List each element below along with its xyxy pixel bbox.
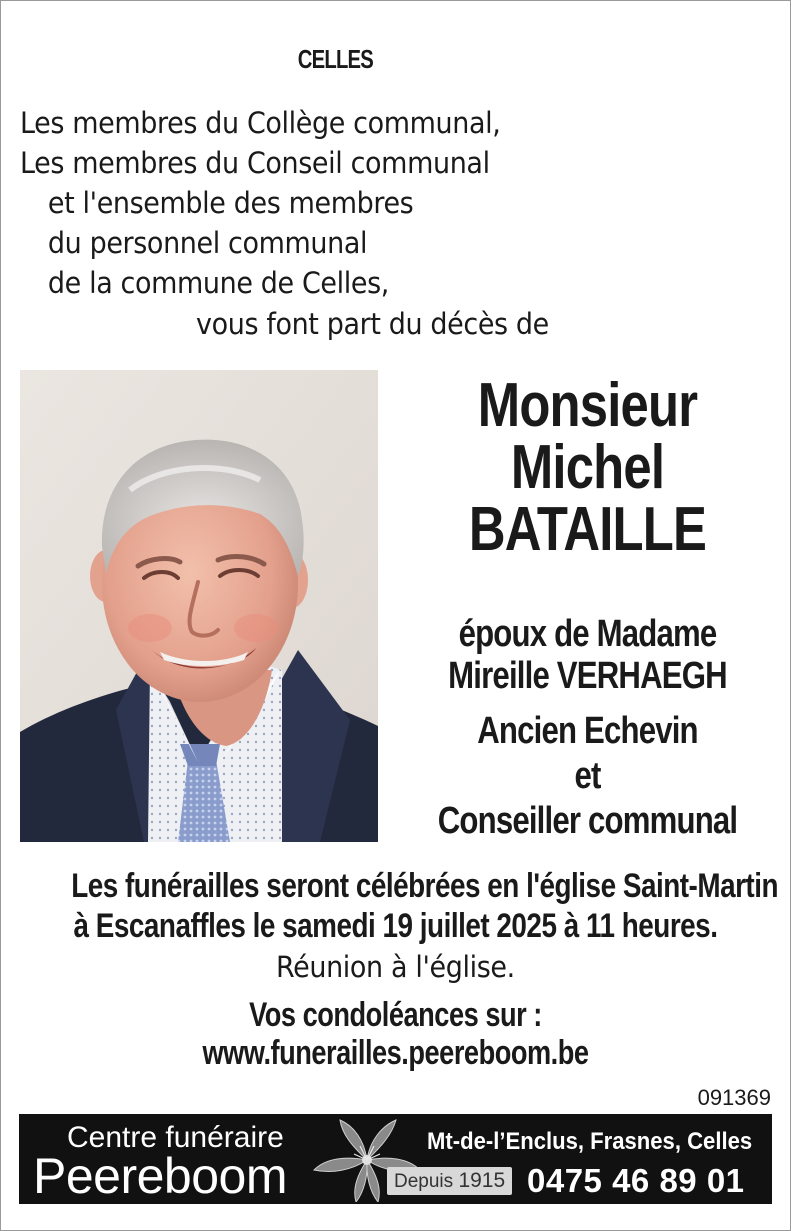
banner-brand-name: Peereboom [33,1148,287,1204]
spouse-line-2: Mireille VERHAEGH [448,655,727,697]
banner-locations: Mt-de-l’Enclus, Frasnes, Celles [427,1128,753,1155]
reference-number: 091369 [697,1085,771,1110]
intro-line-personnel: du personnel communal [47,226,368,260]
funeral-line-1: Les funérailles seront célébrées en l'église Saint-Martin [71,867,779,905]
role-block [395,709,780,844]
intro-line-commune: de la commune de Celles, [47,266,389,300]
intro-text [20,103,500,303]
commune-title: CELLES [297,44,374,74]
funeral-line-2: à Escanaffles le samedi 19 juillet 2025 à 11 heures. [73,907,718,945]
intro-line-conseil: Les membres du Conseil communal [20,146,490,180]
role-line-2: et [574,755,601,797]
role-line-1: Ancien Echevin [477,710,698,752]
condolences-label: Vos condoléances sur : [249,996,542,1034]
condolences-url[interactable]: www.funerailles.peereboom.be [202,1034,589,1072]
deceased-first-name: Michel [510,433,665,502]
portrait-photo [20,370,378,842]
since-label: Depuis [394,1171,454,1192]
since-badge [387,1167,512,1195]
intro-announcement: vous font part du décès de [196,307,549,341]
deceased-last-name: BATAILLE [468,495,707,564]
intro-line-college: Les membres du Collège communal, [20,106,501,140]
funeral-details [0,866,791,946]
deceased-title: Monsieur [477,371,698,440]
banner-centre-label: Centre funéraire [67,1121,284,1154]
banner-phone[interactable]: 0475 46 89 01 [527,1162,745,1199]
since-year: 1915 [458,1169,506,1192]
reunion-note [0,947,791,987]
spouse-line-1: époux de Madame [458,613,717,655]
deceased-info [395,371,780,844]
intro-line-ensemble: et l'ensemble des membres [47,186,414,220]
role-line-3: Conseiller communal [437,800,738,842]
spouse-block [395,613,780,697]
reunion-text: Réunion à l'église. [276,950,515,984]
funeral-home-banner [19,1114,772,1204]
condolences-block [0,996,791,1072]
